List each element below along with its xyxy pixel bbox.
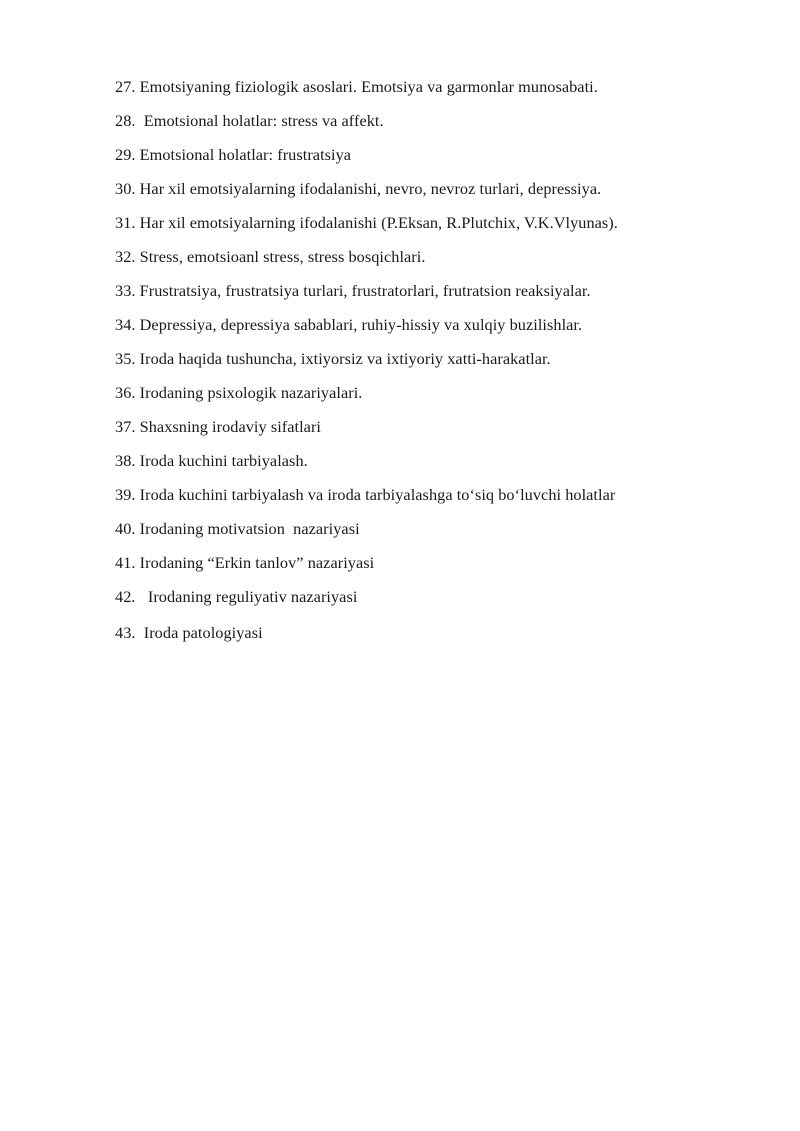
topic-list (115, 76, 735, 660)
list-item: 38. Iroda kuchini tarbiyalash. (115, 451, 308, 470)
list-item: 39. Iroda kuchini tarbiyalash va iroda tarbiyalashga toʻsiq boʻluvchi holatlar (115, 485, 616, 504)
list-item: 43. Iroda patologiyasi (115, 623, 263, 642)
list-item: 31. Har xil emotsiyalarning ifodalanishi (P.Eksan, R.Plutchix, V.K.Vlyunas). (115, 213, 618, 232)
list-item: 27. Emotsiyaning fiziologik asoslari. Emotsiya va garmonlar munosabati. (115, 77, 598, 96)
list-item: 30. Har xil emotsiyalarning ifodalanishi, nevro, nevroz turlari, depressiya. (115, 179, 602, 198)
list-item: 40. Irodaning motivatsion nazariyasi (115, 519, 360, 538)
list-item: 35. Iroda haqida tushuncha, ixtiyorsiz va ixtiyoriy xatti-harakatlar. (115, 349, 551, 368)
list-item: 36. Irodaning psixologik nazariyalari. (115, 383, 363, 402)
list-item: 32. Stress, emotsioanl stress, stress bosqichlari. (115, 247, 426, 266)
list-item: 34. Depressiya, depressiya sabablari, ruhiy-hissiy va xulqiy buzilishlar. (115, 315, 583, 334)
list-item: 28. Emotsional holatlar: stress va affekt. (115, 111, 384, 130)
list-item: 33. Frustratsiya, frustratsiya turlari, frustratorlari, frutratsion reaksiyalar. (115, 281, 591, 300)
list-item: 37. Shaxsning irodaviy sifatlari (115, 417, 321, 436)
list-item: 29. Emotsional holatlar: frustratsiya (115, 145, 352, 164)
list-item: 42. Irodaning reguliyativ nazariyasi (115, 587, 358, 606)
list-item: 41. Irodaning “Erkin tanlov” nazariyasi (115, 553, 375, 572)
